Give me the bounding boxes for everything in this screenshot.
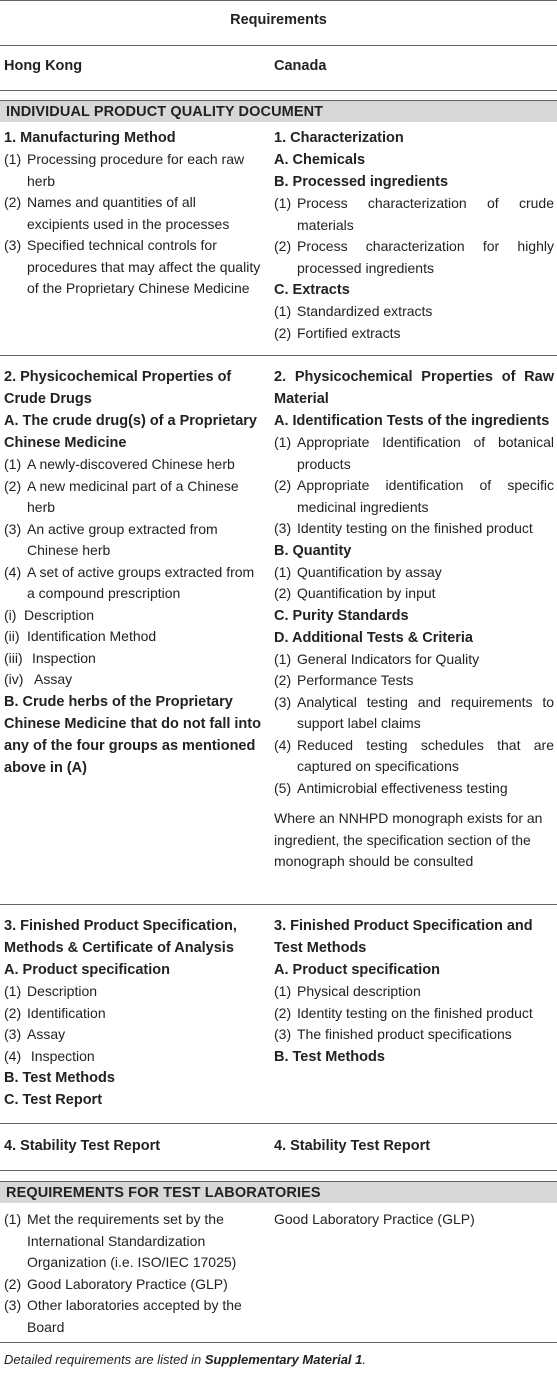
list-item: (3) Analytical testing and requirements to support label claims <box>274 693 554 731</box>
list-item: (1) Appropriate Identification of botanical products <box>274 434 554 472</box>
list-item: (3) The finished product specifications <box>274 1026 512 1042</box>
list-item: (1) Standardized extracts <box>274 303 433 319</box>
row4-canada <box>274 1135 554 1157</box>
list-item: (3) Specified technical controls for procedures that may affect the quality of the Proprietary Chinese Medicine <box>4 237 261 296</box>
row-heading: 2. Physicochemical Properties of Crude Drugs <box>4 369 232 407</box>
list-item: (1) A newly-discovered Chinese herb <box>4 456 235 472</box>
list-item: (1) Processing procedure for each raw herb <box>4 151 245 189</box>
list-item: (3) Assay <box>4 1026 66 1042</box>
list-item: (2) A new medicinal part of a Chinese herb <box>4 477 239 515</box>
list-item: (2) Names and quantities of all excipients used in the processes <box>4 194 230 232</box>
roman-item: (ii) Identification Method <box>4 628 157 644</box>
row3-canada <box>274 915 554 1068</box>
monograph-note: Where an NNHPD monograph exists for an ingredient, the specification section of the monograph should be consulted <box>274 810 543 869</box>
row-rule <box>0 355 557 356</box>
roman-item: (iv) Assay <box>4 671 73 687</box>
list-item: (2) Quantification by input <box>274 585 436 601</box>
row2-hong-kong <box>4 366 262 779</box>
subheading: B. Test Methods <box>4 1070 115 1086</box>
subheading: C. Test Report <box>4 1092 103 1108</box>
subheading: A. Identification Tests of the ingredients <box>274 413 550 429</box>
row2-canada <box>274 366 554 873</box>
subheading: A. Product specification <box>4 962 170 978</box>
subheading: A. Product specification <box>274 962 440 978</box>
list-item: (1) Physical description <box>274 983 421 999</box>
row4-hong-kong <box>4 1135 262 1157</box>
list-item: (3) An active group extracted from Chinese herb <box>4 520 218 558</box>
list-item: (2) Fortified extracts <box>274 324 401 341</box>
section-band-labs <box>0 1181 557 1203</box>
glp-text: Good Laboratory Practice (GLP) <box>274 1211 475 1227</box>
subheading: A. The crude drug(s) of a Proprietary Chinese Medicine <box>4 413 257 451</box>
row-heading: 3. Finished Product Specification, Methods & Certificate of Analysis <box>4 918 237 956</box>
list-item: (1) Met the requirements set by the International Standardization Organization (i.e. ISO/IEC 17025) <box>4 1211 237 1270</box>
list-item: (2) Identity testing on the finished product <box>274 1004 533 1021</box>
header-rule <box>0 45 557 46</box>
list-item: (4) Inspection <box>4 1047 95 1064</box>
column-header-canada: Canada <box>274 58 327 74</box>
section-title: REQUIREMENTS FOR TEST LABORATORIES <box>6 1185 321 1201</box>
column-header-hong-kong: Hong Kong <box>4 58 83 74</box>
row-heading: 3. Finished Product Specification and Test Methods <box>274 918 533 956</box>
row-rule <box>0 904 557 905</box>
list-item: (3) Other laboratories accepted by the Board <box>4 1297 242 1335</box>
row-heading: 2. Physicochemical Properties of Raw Material <box>274 369 554 407</box>
list-item: (5) Antimicrobial effectiveness testing <box>274 779 508 796</box>
list-item: (2) Performance Tests <box>274 672 414 688</box>
list-item: (2) Appropriate identification of specific medicinal ingredients <box>274 477 554 515</box>
subheading: B. Processed ingredients <box>274 174 449 190</box>
subheading: C. Purity Standards <box>274 607 409 624</box>
list-item: (4) Reduced testing schedules that are captured on specifications <box>274 736 554 774</box>
list-item: (4) A set of active groups extracted from a compound prescription <box>4 563 255 601</box>
top-rule <box>0 0 557 1</box>
row3-hong-kong <box>4 915 262 1111</box>
list-item: (2) Process characterization for highly processed ingredients <box>274 238 554 276</box>
list-item: (1) General Indicators for Quality <box>274 650 480 667</box>
row1-canada <box>274 127 554 344</box>
row5-hong-kong <box>4 1209 262 1338</box>
row-rule <box>0 1170 557 1171</box>
list-item: (2) Identification <box>4 1004 106 1021</box>
subheading: D. Additional Tests & Criteria <box>274 629 473 646</box>
footnote: Detailed requirements are listed in Supplementary Material 1. <box>4 1352 367 1367</box>
subheading: C. Extracts <box>274 282 350 298</box>
row-heading: 1. Manufacturing Method <box>4 130 176 146</box>
bottom-rule <box>0 1342 557 1343</box>
section-band-ipqd <box>0 100 557 122</box>
table-title: Requirements <box>230 12 327 28</box>
subheading: B. Quantity <box>274 542 352 559</box>
row-heading: 1. Characterization <box>274 130 404 146</box>
row-heading: 4. Stability Test Report <box>4 1138 161 1154</box>
list-item: (3) Identity testing on the finished product <box>274 520 533 536</box>
list-item: (2) Good Laboratory Practice (GLP) <box>4 1275 228 1292</box>
subheading: B. Test Methods <box>274 1048 385 1065</box>
subheading: A. Chemicals <box>274 152 366 168</box>
list-item: (1) Description <box>4 983 98 999</box>
supplementary-link: Supplementary Material 1 <box>204 1352 363 1367</box>
list-item: (1) Quantification by assay <box>274 563 442 580</box>
row-rule <box>0 1123 557 1124</box>
list-item: (1) Process characterization of crude materials <box>274 195 554 233</box>
roman-item: (i) Description <box>4 606 95 623</box>
row5-canada <box>274 1209 554 1231</box>
columns-rule <box>0 90 557 91</box>
subheading: B. Crude herbs of the Proprietary Chinese Medicine that do not fall into any of the four groups as mentioned above in (A) <box>4 693 261 776</box>
section-title: INDIVIDUAL PRODUCT QUALITY DOCUMENT <box>6 104 324 120</box>
row1-hong-kong <box>4 127 262 300</box>
roman-item: (iii) Inspection <box>4 649 96 666</box>
row-heading: 4. Stability Test Report <box>274 1138 431 1154</box>
